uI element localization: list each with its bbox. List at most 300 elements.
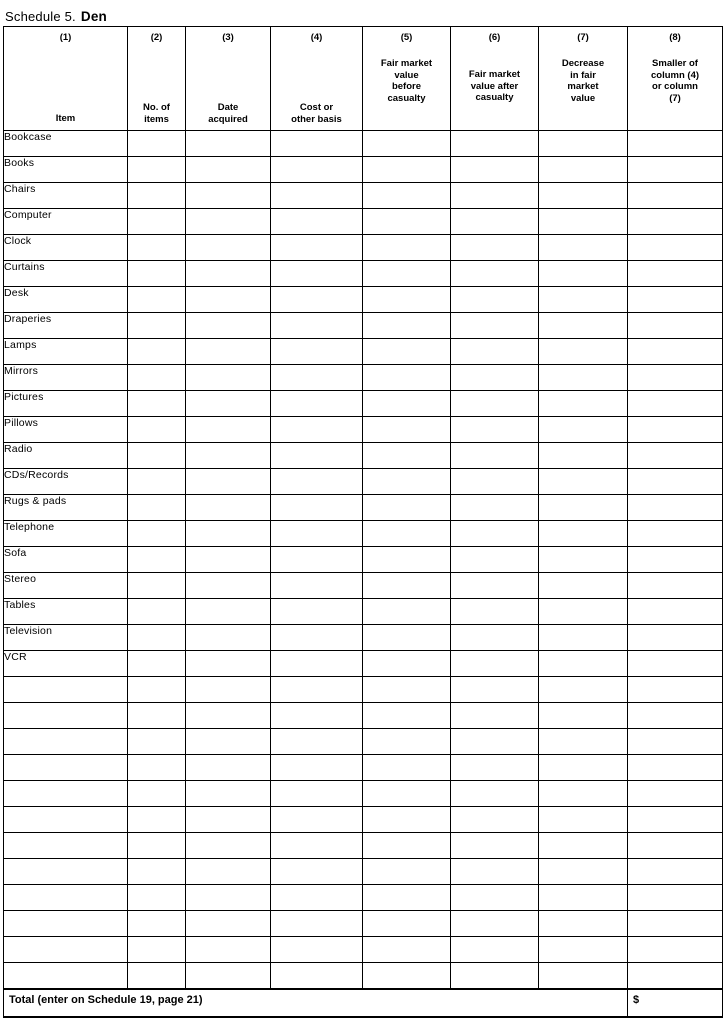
item-name-cell[interactable]	[4, 729, 128, 755]
decrease-fmv-cell[interactable]	[539, 157, 628, 183]
date-acquired-cell[interactable]	[186, 235, 271, 261]
cost-basis-cell[interactable]	[271, 547, 363, 573]
decrease-fmv-cell[interactable]	[539, 599, 628, 625]
no-of-items-cell[interactable]	[128, 495, 186, 521]
smaller-of-cell[interactable]	[628, 365, 723, 391]
cost-basis-cell[interactable]	[271, 573, 363, 599]
smaller-of-cell[interactable]	[628, 443, 723, 469]
smaller-of-cell[interactable]	[628, 573, 723, 599]
fmv-before-cell[interactable]	[363, 859, 451, 885]
date-acquired-cell[interactable]	[186, 599, 271, 625]
date-acquired-cell[interactable]	[186, 365, 271, 391]
date-acquired-cell[interactable]	[186, 885, 271, 911]
fmv-after-cell[interactable]	[451, 339, 539, 365]
item-name-cell[interactable]	[4, 833, 128, 859]
fmv-before-cell[interactable]	[363, 313, 451, 339]
item-name-cell[interactable]: Chairs	[4, 183, 128, 209]
fmv-before-cell[interactable]	[363, 157, 451, 183]
cost-basis-cell[interactable]	[271, 131, 363, 157]
decrease-fmv-cell[interactable]	[539, 885, 628, 911]
fmv-before-cell[interactable]	[363, 963, 451, 990]
decrease-fmv-cell[interactable]	[539, 651, 628, 677]
fmv-after-cell[interactable]	[451, 963, 539, 990]
item-name-cell[interactable]: Draperies	[4, 313, 128, 339]
cost-basis-cell[interactable]	[271, 365, 363, 391]
no-of-items-cell[interactable]	[128, 599, 186, 625]
fmv-after-cell[interactable]	[451, 209, 539, 235]
fmv-after-cell[interactable]	[451, 365, 539, 391]
no-of-items-cell[interactable]	[128, 729, 186, 755]
smaller-of-cell[interactable]	[628, 703, 723, 729]
item-name-cell[interactable]: Stereo	[4, 573, 128, 599]
fmv-before-cell[interactable]	[363, 807, 451, 833]
no-of-items-cell[interactable]	[128, 859, 186, 885]
decrease-fmv-cell[interactable]	[539, 833, 628, 859]
page-title	[3, 4, 722, 24]
no-of-items-cell[interactable]	[128, 937, 186, 963]
fmv-before-cell[interactable]	[363, 495, 451, 521]
date-acquired-cell[interactable]	[186, 391, 271, 417]
column-header-cost-basis	[271, 27, 363, 131]
fmv-after-cell[interactable]	[451, 443, 539, 469]
item-name-cell[interactable]: Rugs & pads	[4, 495, 128, 521]
cost-basis-cell[interactable]	[271, 937, 363, 963]
date-acquired-cell[interactable]	[186, 833, 271, 859]
decrease-fmv-cell[interactable]	[539, 495, 628, 521]
no-of-items-cell[interactable]	[128, 183, 186, 209]
fmv-before-cell[interactable]	[363, 365, 451, 391]
date-acquired-cell[interactable]	[186, 495, 271, 521]
date-acquired-cell[interactable]	[186, 703, 271, 729]
table-row	[4, 599, 723, 625]
fmv-before-cell[interactable]	[363, 469, 451, 495]
cost-basis-cell[interactable]	[271, 833, 363, 859]
item-name-cell[interactable]	[4, 937, 128, 963]
date-acquired-cell[interactable]	[186, 313, 271, 339]
date-acquired-cell[interactable]	[186, 625, 271, 651]
cost-basis-cell[interactable]	[271, 521, 363, 547]
smaller-of-cell[interactable]	[628, 469, 723, 495]
decrease-fmv-cell[interactable]	[539, 781, 628, 807]
smaller-of-cell[interactable]	[628, 833, 723, 859]
fmv-before-cell[interactable]	[363, 209, 451, 235]
cost-basis-cell[interactable]	[271, 261, 363, 287]
fmv-after-cell[interactable]	[451, 235, 539, 261]
date-acquired-cell[interactable]	[186, 469, 271, 495]
fmv-after-cell[interactable]	[451, 677, 539, 703]
fmv-before-cell[interactable]	[363, 937, 451, 963]
smaller-of-cell[interactable]	[628, 495, 723, 521]
fmv-after-cell[interactable]	[451, 287, 539, 313]
fmv-before-cell[interactable]	[363, 417, 451, 443]
no-of-items-cell[interactable]	[128, 885, 186, 911]
no-of-items-cell[interactable]	[128, 261, 186, 287]
smaller-of-cell[interactable]	[628, 391, 723, 417]
decrease-fmv-cell[interactable]	[539, 521, 628, 547]
fmv-after-cell[interactable]	[451, 911, 539, 937]
date-acquired-cell[interactable]	[186, 547, 271, 573]
decrease-fmv-cell[interactable]	[539, 911, 628, 937]
total-amount-cell[interactable]: $	[628, 989, 723, 1017]
date-acquired-cell[interactable]	[186, 677, 271, 703]
cost-basis-cell[interactable]	[271, 313, 363, 339]
no-of-items-cell[interactable]	[128, 131, 186, 157]
fmv-before-cell[interactable]	[363, 131, 451, 157]
total-label: Total (enter on Schedule 19, page 21)	[4, 989, 539, 1017]
date-acquired-cell[interactable]	[186, 859, 271, 885]
date-acquired-cell[interactable]	[186, 417, 271, 443]
smaller-of-cell[interactable]	[628, 183, 723, 209]
item-name-cell[interactable]	[4, 885, 128, 911]
cost-basis-cell[interactable]	[271, 755, 363, 781]
no-of-items-cell[interactable]	[128, 963, 186, 990]
fmv-before-cell[interactable]	[363, 391, 451, 417]
fmv-before-cell[interactable]	[363, 599, 451, 625]
decrease-fmv-cell[interactable]	[539, 677, 628, 703]
date-acquired-cell[interactable]	[186, 911, 271, 937]
item-name-cell[interactable]	[4, 963, 128, 990]
table-row	[4, 755, 723, 781]
no-of-items-cell[interactable]	[128, 573, 186, 599]
fmv-after-cell[interactable]	[451, 521, 539, 547]
date-acquired-cell[interactable]	[186, 573, 271, 599]
smaller-of-cell[interactable]	[628, 807, 723, 833]
cost-basis-cell[interactable]	[271, 339, 363, 365]
table-row	[4, 521, 723, 547]
smaller-of-cell[interactable]	[628, 781, 723, 807]
fmv-after-cell[interactable]	[451, 937, 539, 963]
date-acquired-cell[interactable]	[186, 339, 271, 365]
fmv-after-cell[interactable]	[451, 703, 539, 729]
decrease-fmv-cell[interactable]	[539, 365, 628, 391]
fmv-after-cell[interactable]	[451, 573, 539, 599]
smaller-of-cell[interactable]	[628, 625, 723, 651]
table-row	[4, 391, 723, 417]
decrease-fmv-cell[interactable]	[539, 963, 628, 990]
decrease-fmv-cell[interactable]	[539, 573, 628, 599]
item-name-cell[interactable]: Curtains	[4, 261, 128, 287]
item-name-cell[interactable]	[4, 859, 128, 885]
no-of-items-cell[interactable]	[128, 703, 186, 729]
item-name-cell[interactable]: Mirrors	[4, 365, 128, 391]
decrease-fmv-cell[interactable]	[539, 391, 628, 417]
schedule-room-name: Den	[80, 9, 107, 24]
fmv-after-cell[interactable]	[451, 651, 539, 677]
no-of-items-cell[interactable]	[128, 521, 186, 547]
column-label-cost-basis: Cost or other basis	[291, 102, 342, 125]
table-row	[4, 495, 723, 521]
fmv-after-cell[interactable]	[451, 833, 539, 859]
decrease-fmv-cell[interactable]	[539, 469, 628, 495]
cost-basis-cell[interactable]	[271, 157, 363, 183]
fmv-before-cell[interactable]	[363, 339, 451, 365]
decrease-fmv-cell[interactable]	[539, 547, 628, 573]
fmv-after-cell[interactable]	[451, 131, 539, 157]
fmv-before-cell[interactable]	[363, 625, 451, 651]
fmv-before-cell[interactable]	[363, 885, 451, 911]
fmv-before-cell[interactable]	[363, 729, 451, 755]
no-of-items-cell[interactable]	[128, 755, 186, 781]
table-row	[4, 729, 723, 755]
table-row	[4, 339, 723, 365]
decrease-fmv-cell[interactable]	[539, 703, 628, 729]
cost-basis-cell[interactable]	[271, 391, 363, 417]
no-of-items-cell[interactable]	[128, 313, 186, 339]
cost-basis-cell[interactable]	[271, 729, 363, 755]
date-acquired-cell[interactable]	[186, 781, 271, 807]
fmv-before-cell[interactable]	[363, 547, 451, 573]
fmv-before-cell[interactable]	[363, 235, 451, 261]
column-label-no-of-items: No. of items	[143, 102, 170, 125]
fmv-before-cell[interactable]	[363, 443, 451, 469]
fmv-before-cell[interactable]	[363, 703, 451, 729]
cost-basis-cell[interactable]	[271, 911, 363, 937]
decrease-fmv-cell[interactable]	[539, 417, 628, 443]
date-acquired-cell[interactable]	[186, 807, 271, 833]
item-name-cell[interactable]: Bookcase	[4, 131, 128, 157]
date-acquired-cell[interactable]	[186, 651, 271, 677]
decrease-fmv-cell[interactable]	[539, 287, 628, 313]
no-of-items-cell[interactable]	[128, 417, 186, 443]
smaller-of-cell[interactable]	[628, 547, 723, 573]
smaller-of-cell[interactable]	[628, 313, 723, 339]
fmv-before-cell[interactable]	[363, 261, 451, 287]
smaller-of-cell[interactable]	[628, 963, 723, 990]
date-acquired-cell[interactable]	[186, 287, 271, 313]
fmv-before-cell[interactable]	[363, 911, 451, 937]
smaller-of-cell[interactable]	[628, 885, 723, 911]
smaller-of-cell[interactable]	[628, 131, 723, 157]
decrease-fmv-cell[interactable]	[539, 859, 628, 885]
table-footer	[4, 989, 723, 1017]
item-name-cell[interactable]: Computer	[4, 209, 128, 235]
smaller-of-cell[interactable]	[628, 157, 723, 183]
fmv-after-cell[interactable]	[451, 599, 539, 625]
smaller-of-cell[interactable]	[628, 755, 723, 781]
column-label-smaller-of: Smaller of column (4) or column (7)	[650, 58, 700, 104]
decrease-fmv-cell[interactable]	[539, 261, 628, 287]
cost-basis-cell[interactable]	[271, 807, 363, 833]
decrease-fmv-cell[interactable]	[539, 183, 628, 209]
cost-basis-cell[interactable]	[271, 495, 363, 521]
item-name-cell[interactable]: Telephone	[4, 521, 128, 547]
item-name-cell[interactable]	[4, 807, 128, 833]
item-name-cell[interactable]: Clock	[4, 235, 128, 261]
fmv-after-cell[interactable]	[451, 313, 539, 339]
fmv-after-cell[interactable]	[451, 391, 539, 417]
cost-basis-cell[interactable]	[271, 209, 363, 235]
fmv-after-cell[interactable]	[451, 885, 539, 911]
item-name-cell[interactable]: Radio	[4, 443, 128, 469]
smaller-of-cell[interactable]	[628, 911, 723, 937]
date-acquired-cell[interactable]	[186, 157, 271, 183]
fmv-before-cell[interactable]	[363, 573, 451, 599]
no-of-items-cell[interactable]	[128, 391, 186, 417]
no-of-items-cell[interactable]	[128, 651, 186, 677]
column-number-2: (2)	[150, 32, 163, 43]
fmv-before-cell[interactable]	[363, 833, 451, 859]
date-acquired-cell[interactable]	[186, 443, 271, 469]
item-name-cell[interactable]	[4, 911, 128, 937]
fmv-after-cell[interactable]	[451, 547, 539, 573]
fmv-after-cell[interactable]	[451, 729, 539, 755]
table-body	[4, 131, 723, 990]
item-name-cell[interactable]: Television	[4, 625, 128, 651]
decrease-fmv-cell[interactable]	[539, 313, 628, 339]
fmv-after-cell[interactable]	[451, 183, 539, 209]
fmv-after-cell[interactable]	[451, 755, 539, 781]
table-row	[4, 625, 723, 651]
decrease-fmv-cell[interactable]	[539, 235, 628, 261]
decrease-fmv-cell[interactable]	[539, 729, 628, 755]
decrease-fmv-cell[interactable]	[539, 131, 628, 157]
item-name-cell[interactable]: Desk	[4, 287, 128, 313]
no-of-items-cell[interactable]	[128, 807, 186, 833]
fmv-after-cell[interactable]	[451, 261, 539, 287]
fmv-after-cell[interactable]	[451, 807, 539, 833]
item-name-cell[interactable]: VCR	[4, 651, 128, 677]
date-acquired-cell[interactable]	[186, 937, 271, 963]
table-row	[4, 859, 723, 885]
no-of-items-cell[interactable]	[128, 443, 186, 469]
date-acquired-cell[interactable]	[186, 261, 271, 287]
cost-basis-cell[interactable]	[271, 443, 363, 469]
no-of-items-cell[interactable]	[128, 235, 186, 261]
fmv-before-cell[interactable]	[363, 755, 451, 781]
smaller-of-cell[interactable]	[628, 287, 723, 313]
column-number-1: (1)	[59, 32, 72, 43]
column-label-fmv-before: Fair market value before casualty	[380, 58, 433, 104]
item-name-cell[interactable]: Books	[4, 157, 128, 183]
fmv-after-cell[interactable]	[451, 417, 539, 443]
column-header-item	[4, 27, 128, 131]
smaller-of-cell[interactable]	[628, 417, 723, 443]
table-row	[4, 963, 723, 990]
no-of-items-cell[interactable]	[128, 547, 186, 573]
cost-basis-cell[interactable]	[271, 963, 363, 990]
no-of-items-cell[interactable]	[128, 625, 186, 651]
date-acquired-cell[interactable]	[186, 963, 271, 990]
fmv-before-cell[interactable]	[363, 287, 451, 313]
no-of-items-cell[interactable]	[128, 365, 186, 391]
item-name-cell[interactable]: Pillows	[4, 417, 128, 443]
cost-basis-cell[interactable]	[271, 859, 363, 885]
cost-basis-cell[interactable]	[271, 183, 363, 209]
item-name-cell[interactable]: Sofa	[4, 547, 128, 573]
date-acquired-cell[interactable]	[186, 131, 271, 157]
smaller-of-cell[interactable]	[628, 937, 723, 963]
date-acquired-cell[interactable]	[186, 729, 271, 755]
item-name-cell[interactable]	[4, 781, 128, 807]
item-name-cell[interactable]	[4, 703, 128, 729]
fmv-after-cell[interactable]	[451, 781, 539, 807]
item-name-cell[interactable]: Lamps	[4, 339, 128, 365]
smaller-of-cell[interactable]	[628, 521, 723, 547]
table-row	[4, 209, 723, 235]
fmv-after-cell[interactable]	[451, 157, 539, 183]
cost-basis-cell[interactable]	[271, 287, 363, 313]
table-row	[4, 781, 723, 807]
smaller-of-cell[interactable]	[628, 261, 723, 287]
column-header-date-acquired	[186, 27, 271, 131]
smaller-of-cell[interactable]	[628, 209, 723, 235]
smaller-of-cell[interactable]	[628, 729, 723, 755]
fmv-after-cell[interactable]	[451, 495, 539, 521]
item-name-cell[interactable]: Tables	[4, 599, 128, 625]
fmv-after-cell[interactable]	[451, 469, 539, 495]
cost-basis-cell[interactable]	[271, 235, 363, 261]
smaller-of-cell[interactable]	[628, 339, 723, 365]
cost-basis-cell[interactable]	[271, 651, 363, 677]
no-of-items-cell[interactable]	[128, 287, 186, 313]
table-row	[4, 651, 723, 677]
smaller-of-cell[interactable]	[628, 677, 723, 703]
cost-basis-cell[interactable]	[271, 703, 363, 729]
decrease-fmv-cell[interactable]	[539, 209, 628, 235]
decrease-fmv-cell[interactable]	[539, 937, 628, 963]
fmv-before-cell[interactable]	[363, 521, 451, 547]
fmv-before-cell[interactable]	[363, 183, 451, 209]
table-row	[4, 885, 723, 911]
no-of-items-cell[interactable]	[128, 677, 186, 703]
no-of-items-cell[interactable]	[128, 781, 186, 807]
table-row	[4, 235, 723, 261]
date-acquired-cell[interactable]	[186, 209, 271, 235]
fmv-before-cell[interactable]	[363, 677, 451, 703]
column-number-3: (3)	[222, 32, 234, 43]
cost-basis-cell[interactable]	[271, 625, 363, 651]
table-row	[4, 131, 723, 157]
no-of-items-cell[interactable]	[128, 833, 186, 859]
header-row	[4, 27, 723, 131]
smaller-of-cell[interactable]	[628, 859, 723, 885]
smaller-of-cell[interactable]	[628, 651, 723, 677]
date-acquired-cell[interactable]	[186, 755, 271, 781]
cost-basis-cell[interactable]	[271, 885, 363, 911]
decrease-fmv-cell[interactable]	[539, 625, 628, 651]
fmv-before-cell[interactable]	[363, 651, 451, 677]
no-of-items-cell[interactable]	[128, 339, 186, 365]
fmv-after-cell[interactable]	[451, 625, 539, 651]
date-acquired-cell[interactable]	[186, 521, 271, 547]
cost-basis-cell[interactable]	[271, 417, 363, 443]
item-name-cell[interactable]: CDs/Records	[4, 469, 128, 495]
decrease-fmv-cell[interactable]	[539, 339, 628, 365]
no-of-items-cell[interactable]	[128, 469, 186, 495]
cost-basis-cell[interactable]	[271, 469, 363, 495]
table-row	[4, 807, 723, 833]
item-name-cell[interactable]	[4, 677, 128, 703]
casualty-loss-table	[3, 26, 723, 1018]
no-of-items-cell[interactable]	[128, 209, 186, 235]
smaller-of-cell[interactable]	[628, 599, 723, 625]
cost-basis-cell[interactable]	[271, 677, 363, 703]
column-number-7: (7)	[577, 32, 589, 43]
item-name-cell[interactable]	[4, 755, 128, 781]
cost-basis-cell[interactable]	[271, 599, 363, 625]
decrease-fmv-cell[interactable]	[539, 443, 628, 469]
fmv-before-cell[interactable]	[363, 781, 451, 807]
decrease-fmv-cell[interactable]	[539, 807, 628, 833]
fmv-after-cell[interactable]	[451, 859, 539, 885]
item-name-cell[interactable]: Pictures	[4, 391, 128, 417]
no-of-items-cell[interactable]	[128, 911, 186, 937]
smaller-of-cell[interactable]	[628, 235, 723, 261]
decrease-fmv-cell[interactable]	[539, 755, 628, 781]
no-of-items-cell[interactable]	[128, 157, 186, 183]
date-acquired-cell[interactable]	[186, 183, 271, 209]
cost-basis-cell[interactable]	[271, 781, 363, 807]
